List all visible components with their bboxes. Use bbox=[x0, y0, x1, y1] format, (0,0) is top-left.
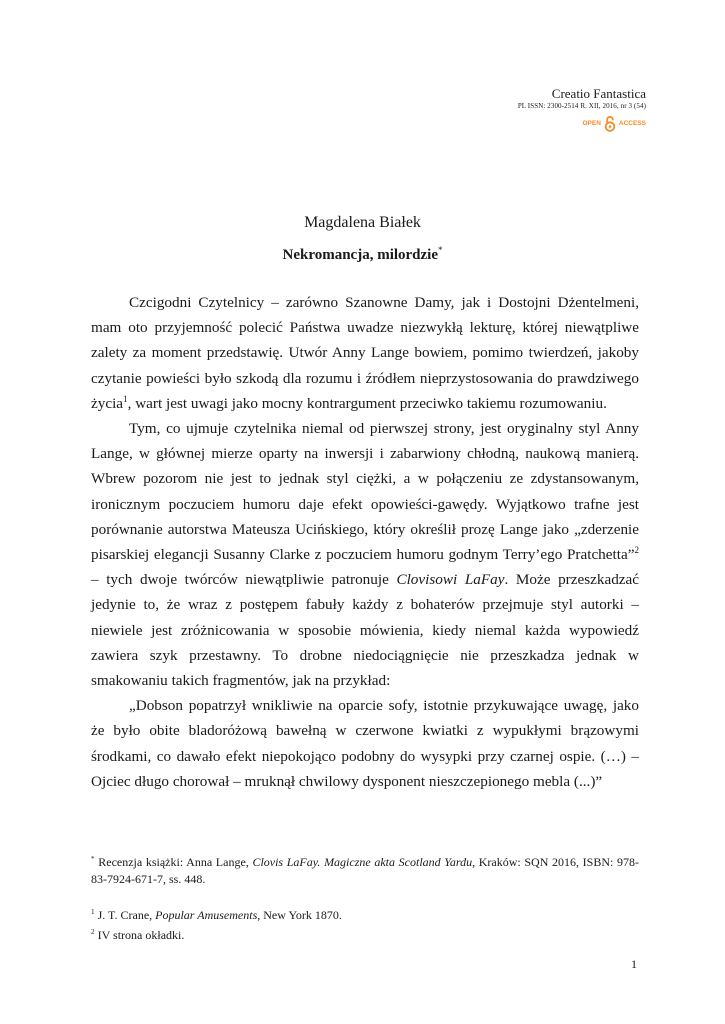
footnote-2-mark: 2 bbox=[91, 928, 95, 936]
article-title: Nekromancja, milordzie bbox=[282, 247, 439, 263]
footnote-spacer bbox=[91, 888, 639, 904]
footnote-1-title: Popular Amusements bbox=[155, 908, 258, 922]
footnote-1-text-a: J. T. Crane, bbox=[94, 908, 156, 922]
footnote-1 bbox=[91, 904, 639, 924]
open-access-label-access: ACCESS bbox=[618, 120, 646, 127]
quotation-paragraph: „Dobson popatrzył wnikliwie na oparcie sofy, istotnie przykuwające uwagę, jako że było obite bladoróżową bawełną w czerwone kwiatki z wypukłymi brązowymi środkami, co dawało efekt niepokojąco podobny do wysypki przy czarnej ospie. (…) – Ojciec długo chorował – mruknął chwilowy dysponent nieszczepionego mebla (...)” bbox=[91, 697, 639, 790]
footnotes bbox=[91, 851, 639, 944]
open-access-label-open: OPEN bbox=[582, 120, 601, 127]
paragraph-2-text-a: Tym, co ujmuje czytelnika niemal od pierwszej strony, jest oryginalny styl Anny Lange, w głównej mierze oparty na inwersji i zabarwiony chłodną, naukową manierą. Wbrew pozorom nie jest to jednak styl ciężki, a w połączeniu ze zdystansowanym, ironicznym poczuciem humoru daje efekt opowieści-gawędy. Wyjątkowo trafne jest porównanie autorstwa Mateusza Ucińskiego, który określił prozę Lange jako „zderzenie pisarskiej elegancji Susanny Clarke z poczuciem humoru godnym Terry’ego Pratchetta” bbox=[91, 420, 639, 564]
article-title-block bbox=[0, 245, 725, 264]
open-lock-icon bbox=[604, 115, 616, 132]
journal-name: Creatio Fantastica bbox=[551, 86, 646, 101]
footnote-star bbox=[91, 851, 639, 888]
paragraph-1-text-b: , wart jest uwagi jako mocny kontrargument przeciwko takiemu rozumowaniu. bbox=[127, 394, 607, 412]
article-author: Magdalena Białek bbox=[304, 214, 421, 231]
footnote-1-text-b: , New York 1870. bbox=[257, 908, 342, 922]
footnote-star-text-a: Recenzja książki: Anna Lange, bbox=[94, 855, 253, 869]
article-body bbox=[91, 290, 639, 794]
footnote-2 bbox=[91, 924, 639, 944]
footnote-star-mark: * bbox=[91, 855, 95, 863]
paragraph-2-text-b: – tych dwoje twórców niewątpliwie patronuje bbox=[91, 571, 397, 589]
paragraph-1-text-a: Czcigodni Czytelnicy – zarówno Szanowne Damy, jak i Dostojni Dżentelmeni, mam oto przyjemność polecić Państwa uwadze niezwykłą lekturę, której niewątpliwe zalety za moment przedstawię. Utwór Anny Lange bowiem, pomimo twierdzeń, jakoby czytanie powieści było szkodą dla rozumu i źródłem nieprzystosowania do prawdziwego życia bbox=[91, 294, 639, 412]
page-number: 1 bbox=[631, 957, 637, 971]
paragraph-2 bbox=[91, 416, 639, 693]
paragraph-1 bbox=[91, 290, 639, 416]
footnote-1-mark: 1 bbox=[91, 908, 95, 916]
footnote-ref-1: 1 bbox=[123, 393, 128, 404]
footnote-star-text-b: , Kraków: SQN 2016, ISBN: 978-83-7924-671-7, ss. 448. bbox=[91, 855, 639, 886]
paragraph-2-text-c: . Może przeszkadzać jedynie to, że wraz z postępem fabuły każdy z bohaterów przejmuje styl autorki – niewiele jest zróżnicowania w sposobie mówienia, kiedy niemal każda wypowiedź zawiera szyk przestawny. To drobne niedociągnięcie nie przeszkadza jednak w smakowaniu takich fragmentów, jak na przykład: bbox=[91, 571, 640, 690]
journal-header bbox=[518, 86, 646, 132]
footnote-2-text: IV strona okładki. bbox=[94, 928, 185, 942]
footnote-star-book-title: Clovis LaFay. Magiczne akta Scotland Yardu bbox=[252, 855, 473, 869]
paragraph-2-book-title: Clovisowi LaFay bbox=[396, 571, 505, 589]
title-footnote-mark: * bbox=[438, 245, 443, 255]
open-access-badge bbox=[518, 115, 646, 132]
journal-issn: PL ISSN: 2300-2514 R. XII, 2016, nr 3 (54) bbox=[517, 102, 646, 110]
footnote-ref-2: 2 bbox=[634, 544, 639, 555]
